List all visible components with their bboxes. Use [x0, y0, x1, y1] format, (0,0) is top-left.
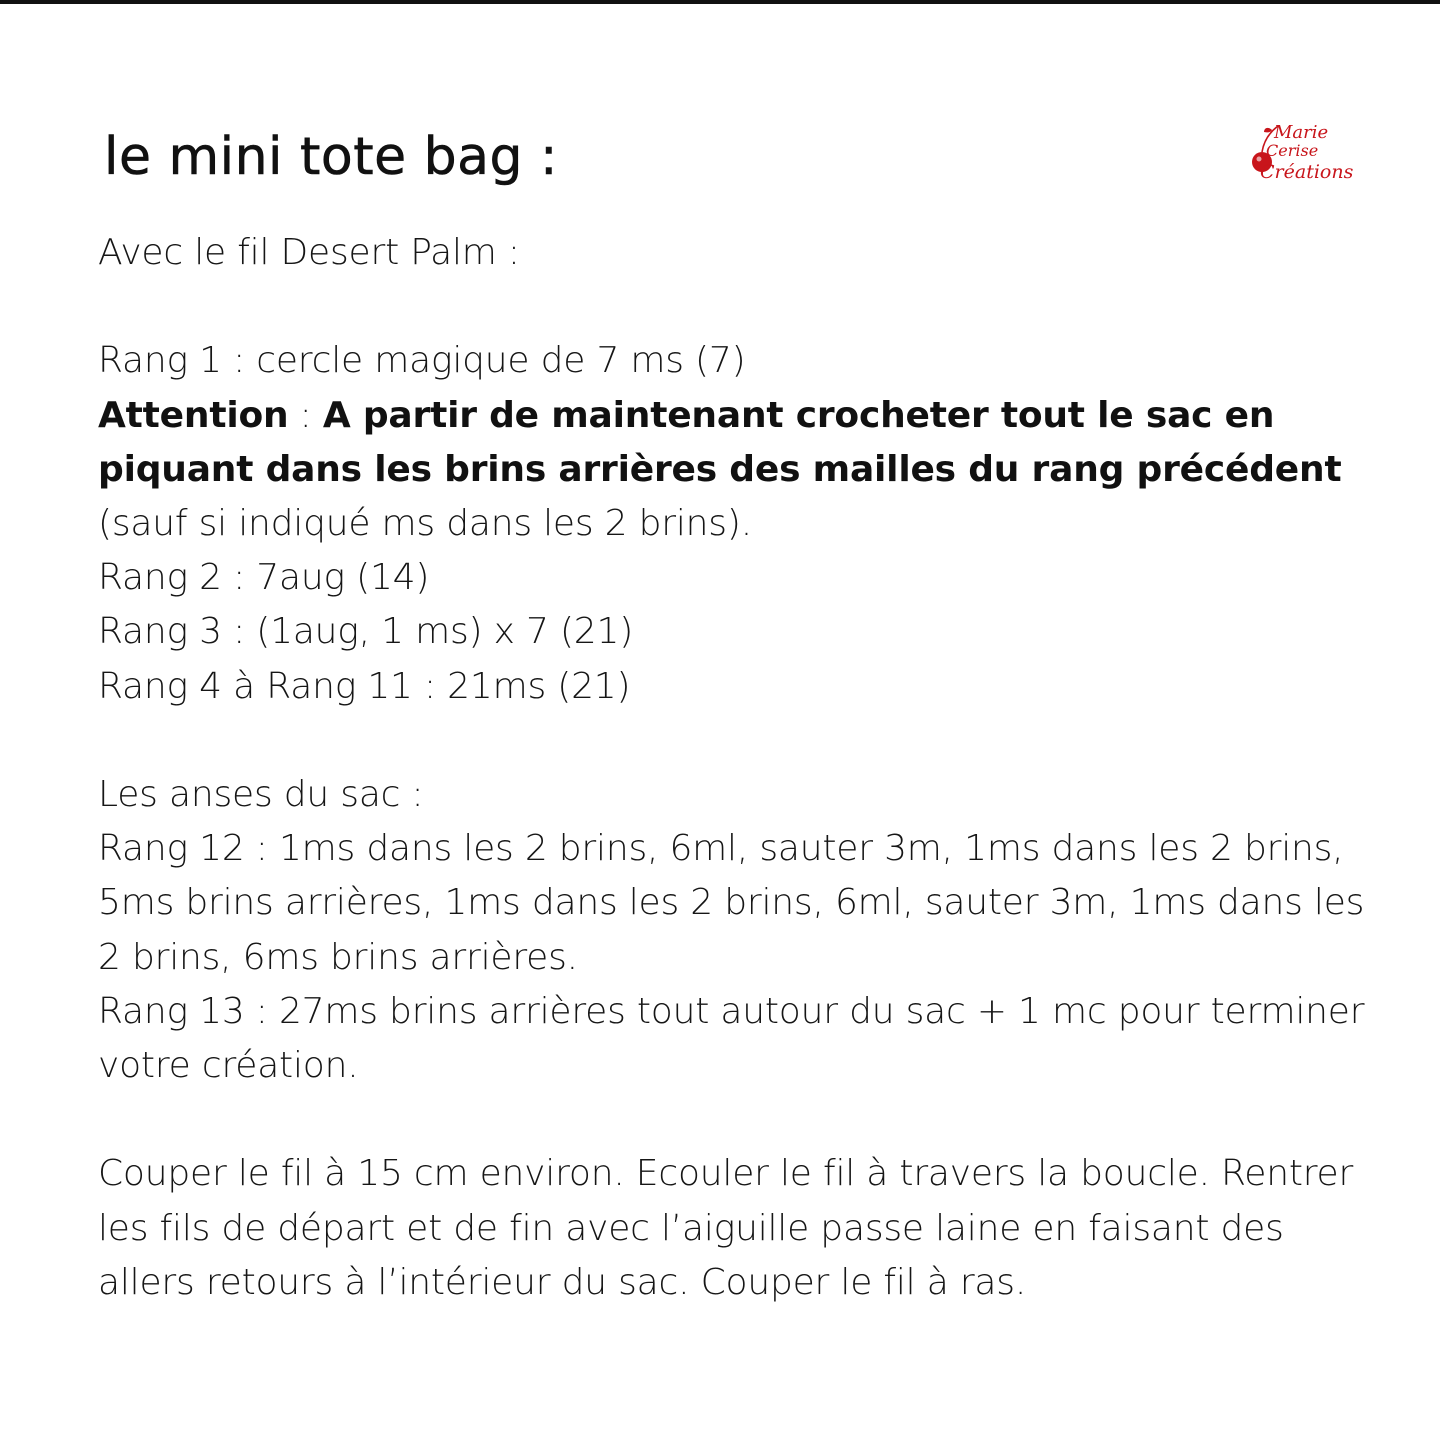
attention-paragraph	[98, 389, 1388, 552]
brand-logo	[1240, 116, 1380, 188]
spacer	[98, 1093, 1398, 1147]
rang-1: Rang 1 : cercle magique de 7 ms (7)	[98, 340, 746, 382]
rang-3: Rang 3 : (1aug, 1 ms) x 7 (21)	[98, 611, 634, 653]
yarn-line: Avec le fil Desert Palm :	[98, 232, 520, 273]
spacer	[98, 280, 1398, 334]
rang-2: Rang 2 : 7aug (14)	[98, 557, 430, 599]
attention-separator: :	[288, 394, 323, 436]
rang-12: Rang 12 : 1ms dans les 2 brins, 6ml, sauter 3m, 1ms dans les 2 brins, 5ms brins arrières, 1ms dans les 2 brins, 6ml, sauter 3m, 1ms dans les 2 brins, 6ms brins arrières.	[98, 828, 1365, 978]
logo-line-3: Créations	[1260, 161, 1354, 183]
attention-label: Attention	[98, 394, 289, 436]
top-border	[0, 0, 1440, 4]
handles-heading: Les anses du sac :	[98, 774, 424, 815]
rang-4-11: Rang 4 à Rang 11 : 21ms (21)	[98, 665, 631, 707]
logo-line-2: Cerise	[1266, 141, 1319, 160]
rang-13: Rang 13 : 27ms brins arrières tout autour du sac + 1 mc pour terminer votre création.	[98, 990, 1365, 1087]
spacer	[98, 714, 1398, 768]
finishing-instructions: Couper le fil à 15 cm environ. Ecouler le fil à travers la boucle. Rentrer les fils de départ et de fin avec l’aiguille passe laine en faisant des allers retours à l’intérieur du sac. Couper le fil à ras.	[98, 1153, 1354, 1303]
pattern-instructions	[98, 226, 1398, 1310]
page-title: le mini tote bag :	[104, 127, 559, 187]
logo-line-1: Marie	[1274, 122, 1329, 143]
attention-instruction: A partir de maintenant crocheter tout le sac en piquant dans les brins arrières des mailles du rang précédent	[98, 394, 1342, 490]
attention-note: (sauf si indiqué ms dans les 2 brins).	[98, 503, 752, 544]
